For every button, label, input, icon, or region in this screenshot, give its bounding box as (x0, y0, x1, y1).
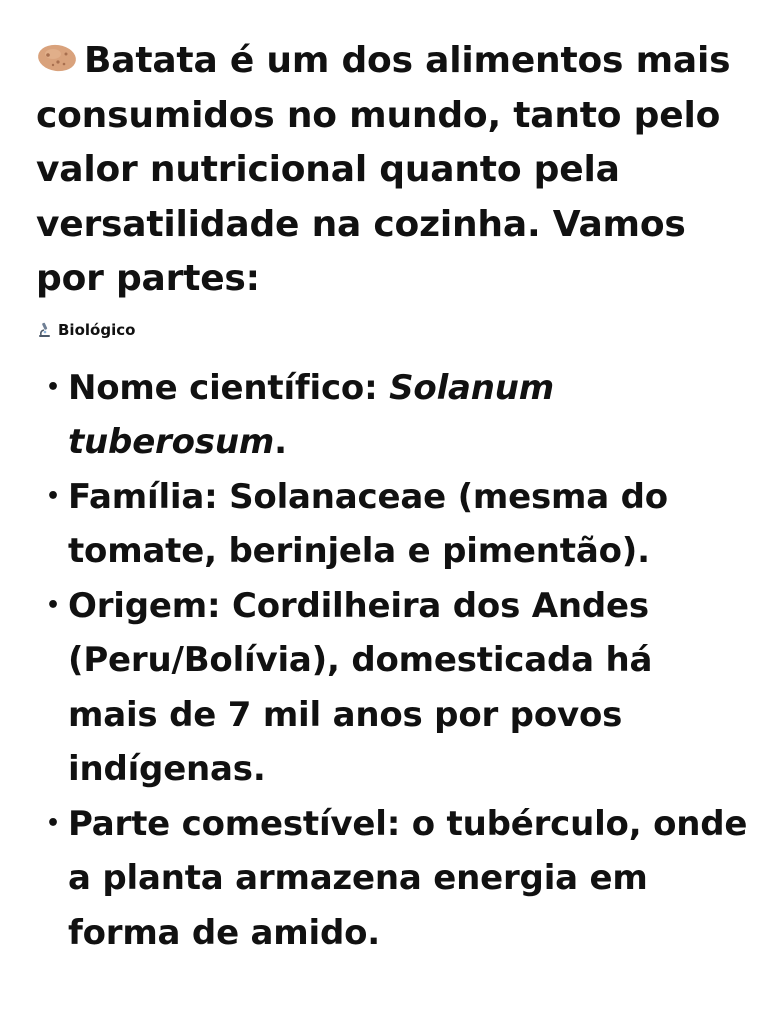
fact-list (36, 361, 748, 961)
potato-icon (36, 42, 78, 74)
section-label-text: Biológico (58, 320, 136, 339)
bullet: • (46, 592, 60, 618)
scientific-name: Solanum tuberosum (68, 367, 555, 462)
list-item (36, 361, 748, 470)
bullet: • (46, 810, 60, 836)
fact-text: Origem: Cordilheira dos Andes (Peru/Bolívia), domesticada há mais de 7 mil anos por povos indígenas. (68, 585, 653, 789)
bullet: • (46, 374, 60, 400)
headline-text: Batata é um dos alimentos mais consumidos no mundo, tanto pelo valor nutricional quanto pela versatilidade na cozinha. Vamos por partes: (36, 40, 731, 299)
list-item (36, 470, 748, 579)
fact-tail: . (274, 422, 287, 462)
microscope-icon (36, 322, 52, 338)
headline (36, 34, 748, 307)
section-label (36, 321, 748, 339)
fact-text: Parte comestível: o tubérculo, onde a planta armazena energia em forma de amido. (68, 803, 748, 953)
bullet: • (46, 483, 60, 509)
list-item (36, 579, 748, 797)
fact-text: Nome científico: (68, 367, 390, 408)
post-content (36, 34, 748, 960)
list-item (36, 797, 748, 961)
fact-text: Família: Solanaceae (mesma do tomate, berinjela e pimentão). (68, 476, 668, 571)
